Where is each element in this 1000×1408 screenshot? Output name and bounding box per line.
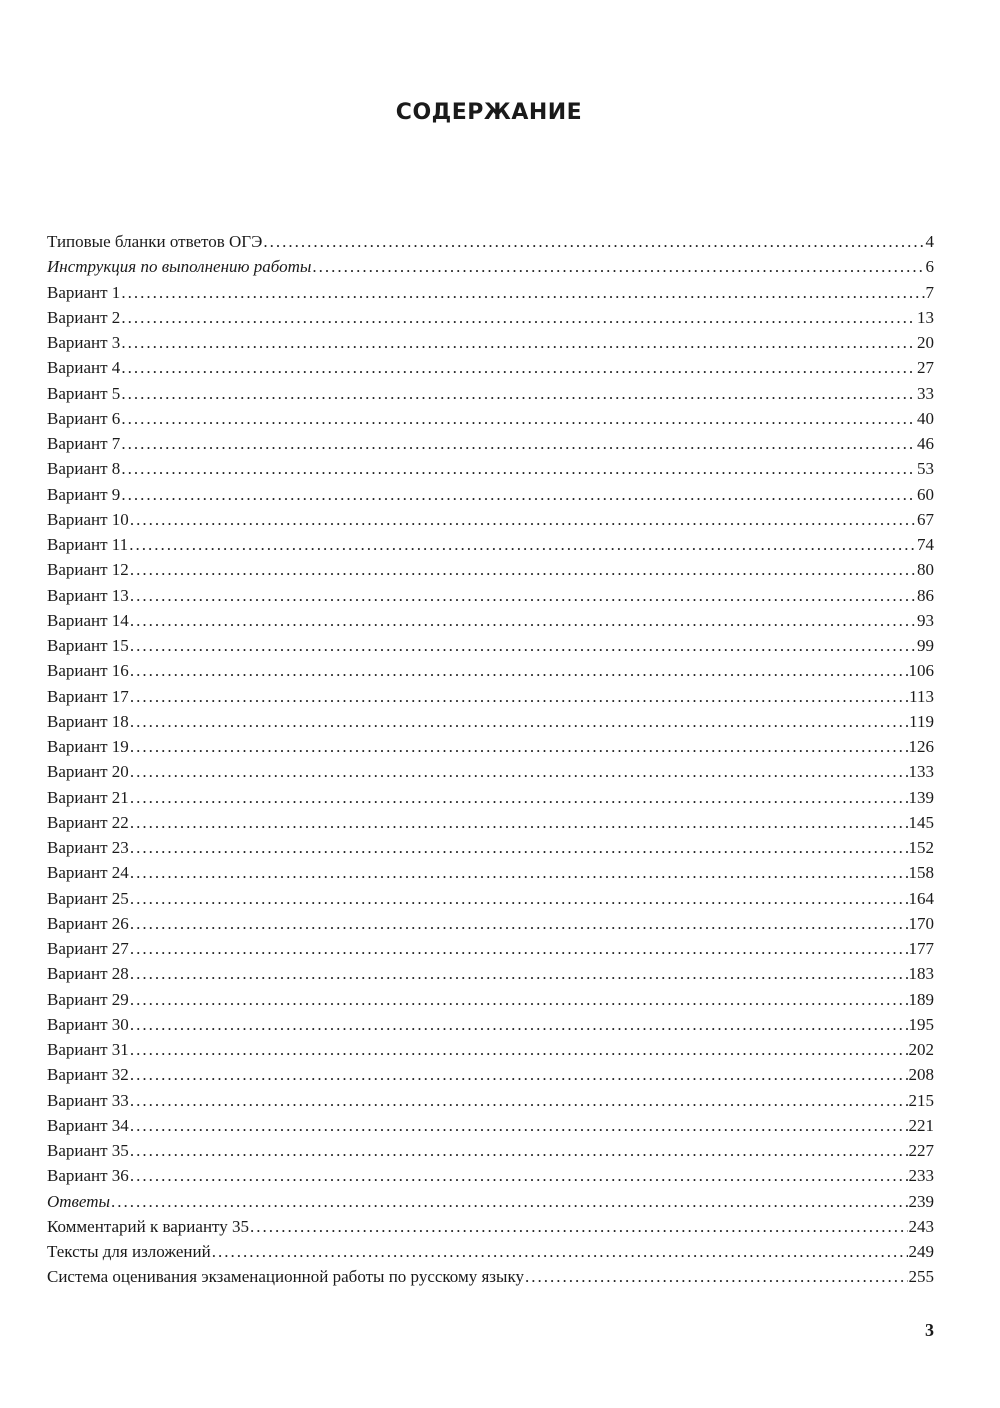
dot-leader — [130, 709, 908, 734]
toc-entry — [47, 961, 934, 986]
toc-entry-title: Комментарий к варианту 35 — [47, 1216, 250, 1236]
dot-leader — [130, 810, 908, 835]
toc-entry-title: Вариант 18 — [47, 711, 129, 731]
toc-entry-title: Вариант 1 — [47, 282, 121, 302]
table-of-contents — [47, 229, 934, 1290]
toc-entry — [47, 229, 934, 254]
toc-entry-page: 215 — [908, 1090, 934, 1110]
dot-leader — [130, 1113, 908, 1138]
toc-entry-title: Вариант 36 — [47, 1166, 129, 1186]
toc-entry-title: Вариант 21 — [47, 787, 129, 807]
dot-leader — [121, 482, 916, 507]
toc-entry-page: 27 — [917, 358, 934, 378]
toc-entry-page: 6 — [925, 257, 934, 277]
toc-entry — [47, 381, 934, 406]
toc-entry-page: 106 — [908, 661, 934, 681]
toc-entry-title: Вариант 15 — [47, 636, 129, 655]
toc-entry — [47, 431, 934, 456]
toc-entry — [47, 1214, 934, 1239]
toc-entry — [47, 658, 934, 683]
toc-entry-title: Вариант 11 — [47, 535, 129, 554]
toc-entry-title: Вариант 25 — [47, 888, 129, 908]
toc-entry — [47, 709, 934, 734]
toc-entry-page: 170 — [908, 913, 934, 933]
dot-leader — [525, 1264, 908, 1289]
toc-entry-page: 93 — [917, 610, 934, 630]
toc-entry-title: Вариант 31 — [47, 1040, 129, 1059]
toc-entry-title: Вариант 26 — [47, 913, 129, 933]
toc-entry-page: 126 — [908, 737, 934, 756]
dot-leader — [130, 1138, 908, 1163]
toc-entry-page: 46 — [917, 434, 934, 453]
dot-leader — [121, 381, 916, 406]
dot-leader — [111, 1189, 907, 1214]
toc-entry-title: Инструкция по выполнению работы — [47, 257, 312, 277]
toc-entry-title: Вариант 16 — [47, 661, 129, 681]
toc-entry-title: Вариант 28 — [47, 964, 129, 984]
toc-entry-title: Система оценивания экзаменационной работы по русскому языку — [47, 1267, 524, 1287]
toc-entry — [47, 1189, 934, 1214]
toc-entry — [47, 1088, 934, 1113]
toc-entry-title: Вариант 29 — [47, 989, 129, 1009]
dot-leader — [121, 456, 916, 481]
toc-entry-title: Вариант 7 — [47, 434, 121, 453]
toc-entry — [47, 987, 934, 1012]
toc-entry-title: Вариант 3 — [47, 333, 121, 352]
dot-leader — [130, 961, 908, 986]
toc-entry-title: Вариант 8 — [47, 459, 121, 479]
dot-leader — [250, 1214, 907, 1239]
toc-entry-page: 249 — [908, 1242, 934, 1261]
toc-entry-title: Вариант 4 — [47, 358, 121, 378]
toc-entry — [47, 406, 934, 431]
toc-entry — [47, 355, 934, 380]
dot-leader — [130, 860, 908, 885]
toc-entry-title: Вариант 32 — [47, 1065, 129, 1085]
toc-entry — [47, 456, 934, 481]
dot-leader — [130, 684, 908, 709]
toc-entry — [47, 482, 934, 507]
toc-entry-page: 4 — [925, 232, 934, 251]
toc-entry-page: 243 — [908, 1216, 934, 1236]
toc-entry-page: 60 — [917, 484, 934, 504]
toc-entry-title: Вариант 6 — [47, 408, 121, 428]
toc-entry-page: 189 — [908, 989, 934, 1009]
dot-leader — [130, 911, 908, 936]
toc-entry-title: Вариант 12 — [47, 560, 129, 580]
toc-entry-page: 99 — [917, 636, 934, 655]
dot-leader — [263, 229, 924, 254]
toc-entry-title: Вариант 30 — [47, 1014, 129, 1034]
toc-entry-title: Вариант 2 — [47, 307, 121, 327]
dot-leader — [121, 280, 924, 305]
toc-entry — [47, 1113, 934, 1138]
toc-entry — [47, 810, 934, 835]
toc-entry-page: 74 — [917, 535, 934, 554]
dot-leader — [130, 886, 908, 911]
dot-leader — [121, 355, 916, 380]
toc-entry — [47, 305, 934, 330]
dot-leader — [130, 507, 916, 532]
dot-leader — [130, 608, 916, 633]
toc-entry-title: Вариант 22 — [47, 812, 129, 832]
toc-entry-page: 7 — [925, 282, 934, 302]
toc-entry-title: Вариант 35 — [47, 1141, 129, 1160]
toc-entry-title: Вариант 9 — [47, 484, 121, 504]
toc-entry — [47, 532, 934, 557]
toc-entry-page: 145 — [908, 812, 934, 832]
dot-leader — [130, 633, 916, 658]
toc-entry — [47, 785, 934, 810]
dot-leader — [121, 406, 916, 431]
toc-entry-title: Вариант 5 — [47, 383, 121, 403]
toc-entry-title: Вариант 10 — [47, 509, 129, 529]
toc-entry — [47, 280, 934, 305]
toc-entry-page: 221 — [908, 1115, 934, 1135]
dot-leader — [130, 1062, 908, 1087]
page-number: 3 — [925, 1320, 934, 1340]
toc-entry-title: Ответы — [47, 1191, 111, 1211]
dot-leader — [130, 835, 908, 860]
toc-entry-page: 208 — [908, 1065, 934, 1085]
toc-entry-page: 67 — [917, 509, 934, 529]
toc-entry-title: Тексты для изложений — [47, 1242, 211, 1261]
dot-leader — [130, 936, 908, 961]
toc-entry — [47, 633, 934, 658]
dot-leader — [130, 557, 916, 582]
toc-entry-page: 86 — [917, 585, 934, 605]
toc-entry — [47, 759, 934, 784]
toc-entry-page: 119 — [909, 711, 934, 731]
toc-entry-title: Вариант 33 — [47, 1090, 129, 1110]
toc-entry — [47, 936, 934, 961]
dot-leader — [121, 305, 916, 330]
toc-entry — [47, 911, 934, 936]
toc-entry-title: Вариант 23 — [47, 838, 129, 857]
toc-entry-page: 239 — [908, 1191, 934, 1211]
toc-entry-page: 183 — [908, 964, 934, 984]
dot-leader — [130, 1012, 908, 1037]
toc-entry — [47, 330, 934, 355]
dot-leader — [130, 785, 908, 810]
toc-entry-page: 53 — [917, 459, 934, 479]
toc-entry — [47, 1138, 934, 1163]
toc-entry-page: 233 — [908, 1166, 934, 1186]
toc-entry-page: 80 — [917, 560, 934, 580]
dot-leader — [312, 254, 924, 279]
dot-leader — [130, 1088, 908, 1113]
dot-leader — [130, 1037, 908, 1062]
toc-entry — [47, 1264, 934, 1289]
dot-leader — [121, 330, 916, 355]
toc-entry-title: Вариант 19 — [47, 737, 129, 756]
toc-entry-page: 40 — [917, 408, 934, 428]
toc-entry-title: Вариант 14 — [47, 610, 129, 630]
dot-leader — [130, 987, 908, 1012]
dot-leader — [130, 583, 916, 608]
dot-leader — [129, 532, 916, 557]
toc-entry-page: 158 — [908, 863, 934, 883]
toc-entry — [47, 1239, 934, 1264]
dot-leader — [212, 1239, 908, 1264]
toc-entry — [47, 860, 934, 885]
toc-entry-page: 113 — [909, 686, 934, 706]
toc-entry — [47, 1062, 934, 1087]
dot-leader — [130, 734, 908, 759]
toc-entry-title: Вариант 20 — [47, 762, 129, 782]
toc-entry — [47, 684, 934, 709]
toc-entry — [47, 254, 934, 279]
toc-entry — [47, 1163, 934, 1188]
toc-entry — [47, 734, 934, 759]
toc-entry — [47, 583, 934, 608]
dot-leader — [130, 759, 908, 784]
toc-entry-page: 164 — [908, 888, 934, 908]
toc-entry-title: Типовые бланки ответов ОГЭ — [47, 232, 263, 251]
toc-entry-title: Вариант 27 — [47, 939, 129, 958]
toc-entry — [47, 886, 934, 911]
toc-entry — [47, 557, 934, 582]
toc-entry — [47, 608, 934, 633]
toc-entry-title: Вариант 13 — [47, 585, 129, 605]
toc-entry-title: Вариант 17 — [47, 686, 129, 706]
page-title: СОДЕРЖАНИЕ — [395, 100, 583, 125]
toc-entry-page: 177 — [908, 939, 934, 958]
toc-entry-title: Вариант 24 — [47, 863, 129, 883]
toc-entry-page: 255 — [908, 1267, 934, 1287]
toc-entry-page: 33 — [917, 383, 934, 403]
toc-entry — [47, 1012, 934, 1037]
toc-entry — [47, 1037, 934, 1062]
toc-entry — [47, 835, 934, 860]
toc-entry-page: 227 — [908, 1141, 934, 1160]
toc-entry-page: 202 — [908, 1040, 934, 1059]
toc-entry-page: 139 — [908, 787, 934, 807]
toc-entry-page: 13 — [917, 307, 934, 327]
dot-leader — [130, 1163, 908, 1188]
toc-entry-page: 195 — [908, 1014, 934, 1034]
toc-entry-title: Вариант 34 — [47, 1115, 129, 1135]
toc-entry — [47, 507, 934, 532]
dot-leader — [130, 658, 908, 683]
toc-entry-page: 133 — [908, 762, 934, 782]
toc-entry-page: 152 — [908, 838, 934, 857]
dot-leader — [121, 431, 916, 456]
toc-entry-page: 20 — [917, 333, 934, 352]
